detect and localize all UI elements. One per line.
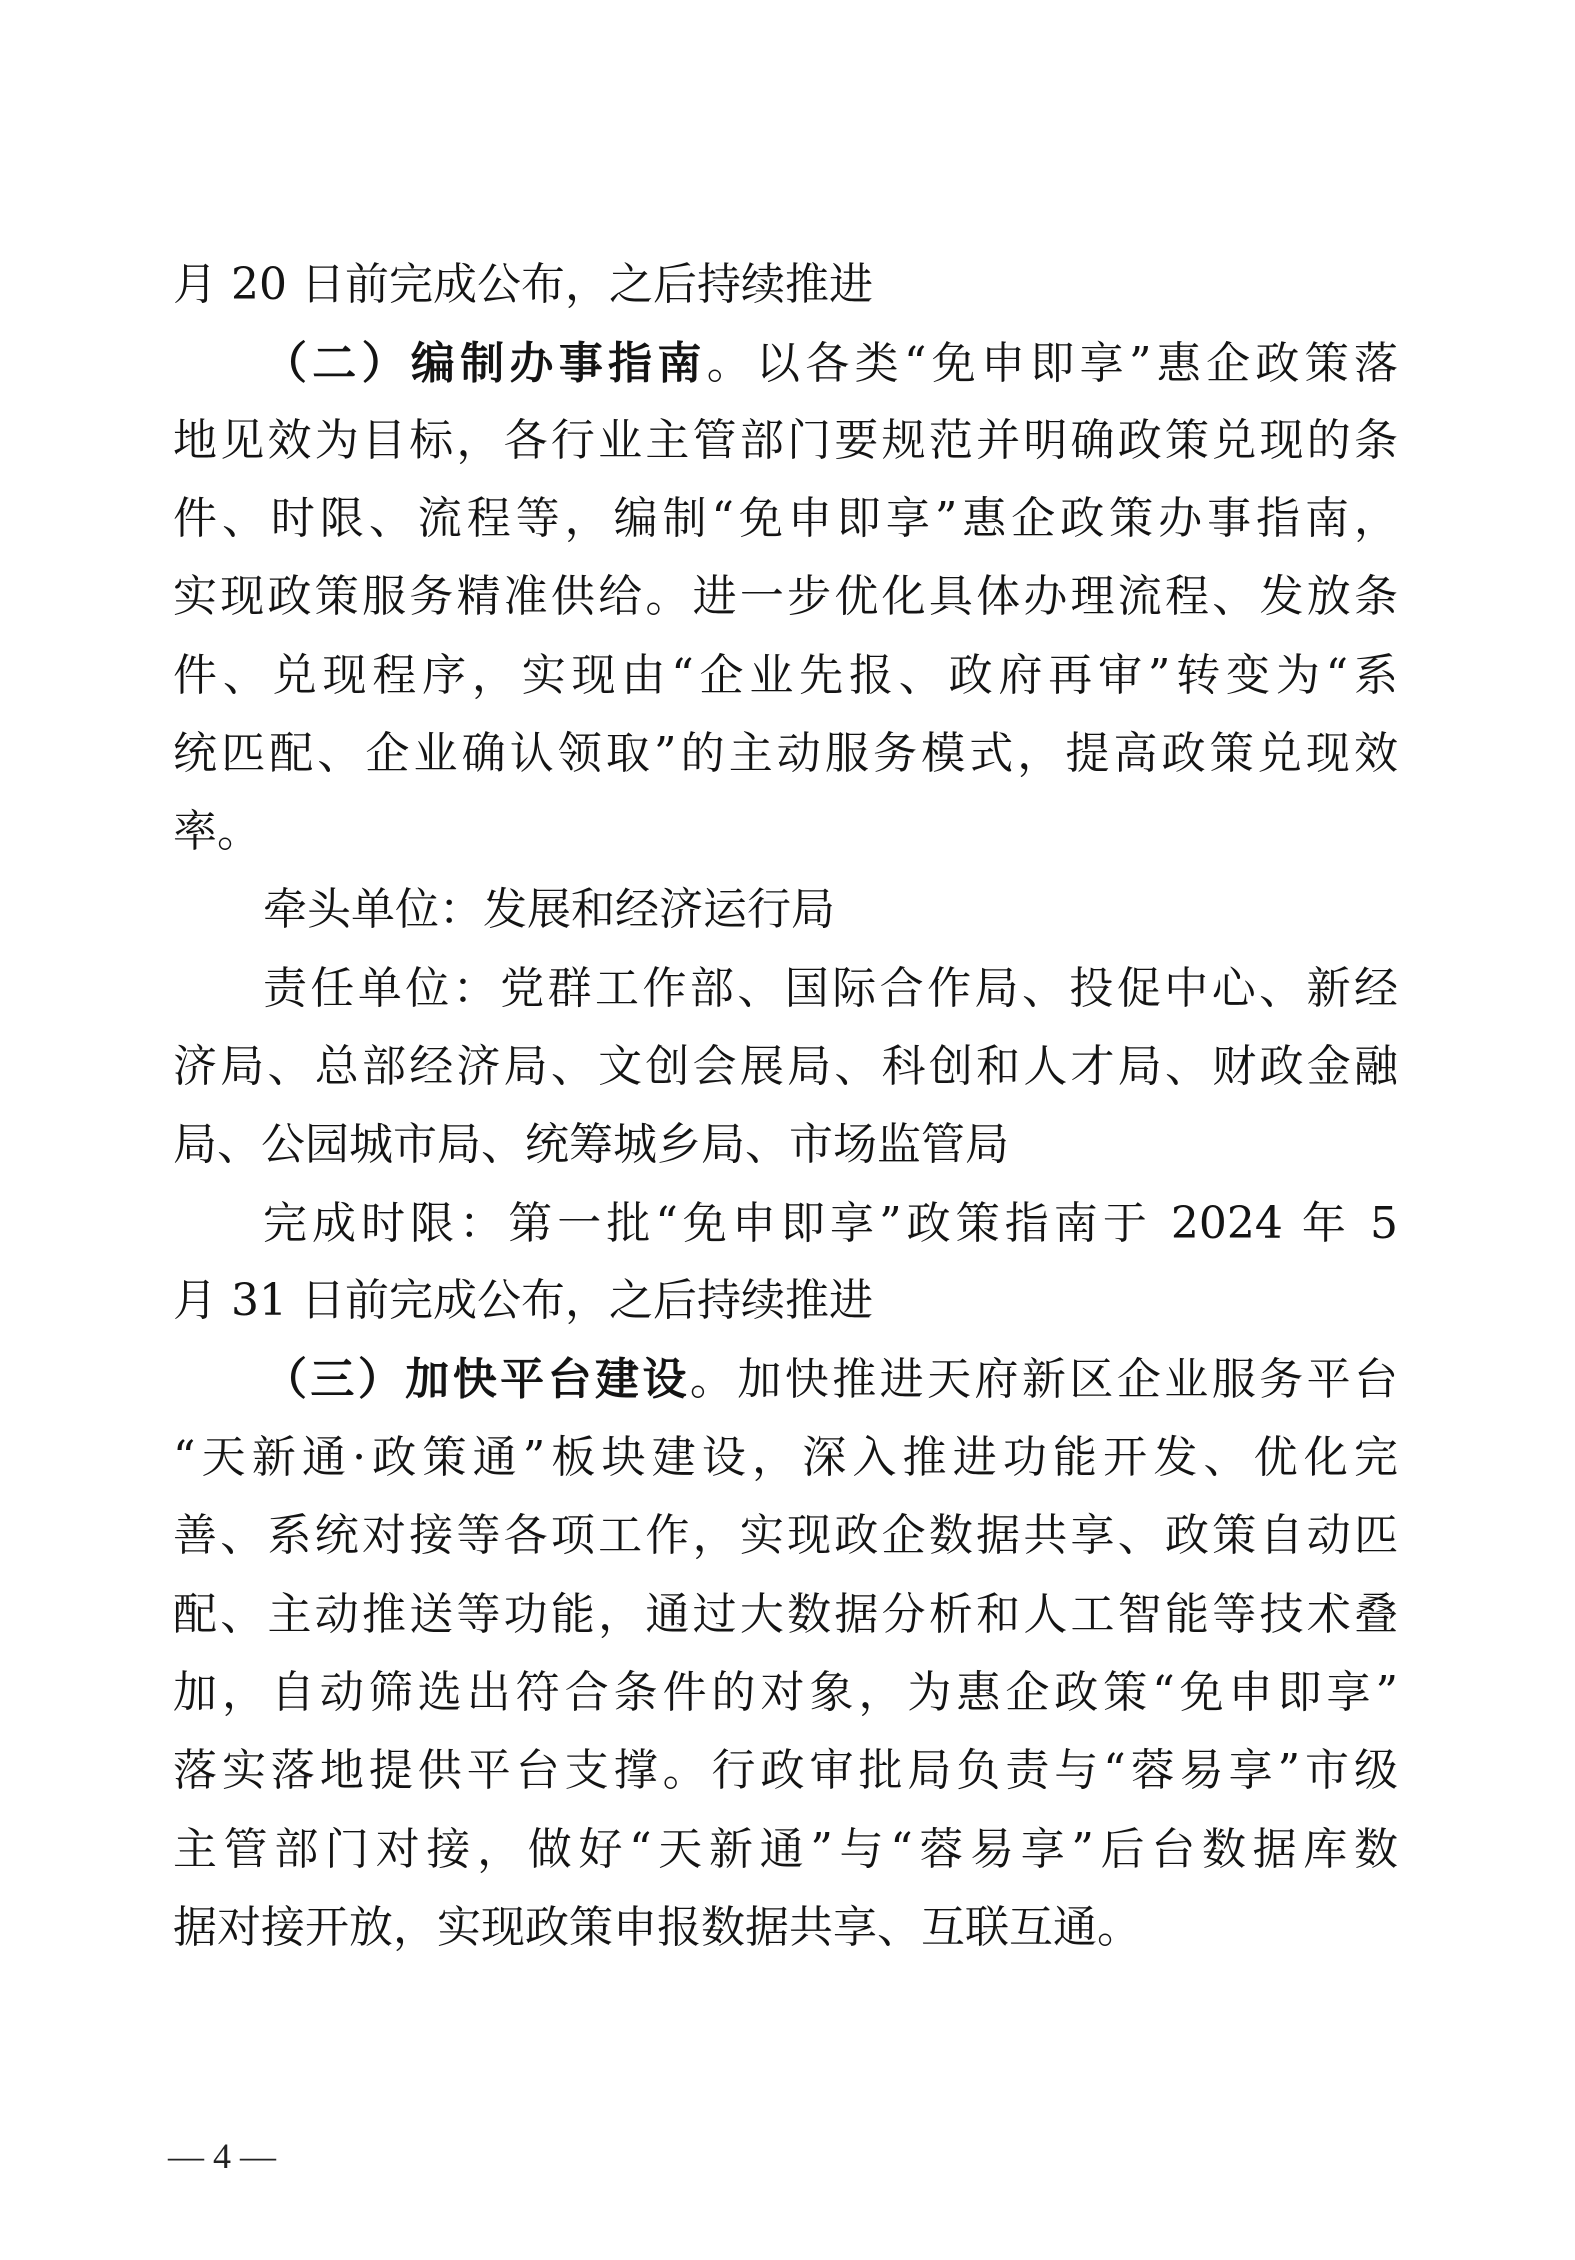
paragraph-line: 率。 xyxy=(173,806,261,857)
lead-unit-line: 牵头单位：发展和经济运行局 xyxy=(263,884,835,935)
responsible-unit-line: 济局、总部经济局、文创会展局、科创和人才局、财政金融 xyxy=(173,1041,1398,1092)
responsible-unit-line: 局、公园城市局、统筹城乡局、市场监管局 xyxy=(173,1119,1009,1170)
paragraph-line: 统匹配、企业确认领取”的主动服务模式，提高政策兑现效 xyxy=(173,728,1398,779)
paragraph-line: 加，自动筛选出符合条件的对象，为惠企政策“免申即享” xyxy=(173,1667,1398,1718)
paragraph-line: 件、时限、流程等，编制“免申即享”惠企政策办事指南， xyxy=(173,493,1398,544)
paragraph-line: 实现政策服务精准供给。进一步优化具体办理流程、发放条 xyxy=(173,571,1398,622)
deadline-line: 完成时限：第一批“免申即享”政策指南于 2024 年 5 xyxy=(263,1198,1398,1249)
page-number: — 4 — xyxy=(168,2136,276,2176)
section-heading: （二）编制办事指南 xyxy=(263,338,707,389)
responsible-unit-line: 责任单位：党群工作部、国际合作局、投促中心、新经 xyxy=(263,963,1398,1014)
deadline-line: 月 31 日前完成公布，之后持续推进 xyxy=(173,1275,873,1326)
paragraph-line: 主管部门对接，做好“天新通”与“蓉易享”后台数据库数 xyxy=(173,1824,1398,1875)
section-heading: （三）加快平台建设 xyxy=(263,1354,690,1405)
section-two-line xyxy=(263,322,1398,406)
paragraph-line: 件、兑现程序，实现由“企业先报、政府再审”转变为“系 xyxy=(173,650,1398,701)
paragraph-line: 据对接开放，实现政策申报数据共享、互联互通。 xyxy=(173,1902,1141,1953)
paragraph-line: 善、系统对接等各项工作，实现政企数据共享、政策自动匹 xyxy=(173,1510,1398,1561)
paragraph-line: 地见效为目标，各行业主管部门要规范并明确政策兑现的条 xyxy=(173,415,1398,466)
section-three-lead-text: 。加快推进天府新区企业服务平台 xyxy=(689,1354,1399,1405)
paragraph-line: 配、主动推送等功能，通过大数据分析和人工智能等技术叠 xyxy=(173,1589,1398,1640)
section-three-line xyxy=(263,1338,1398,1422)
section-two-lead-text: 。以各类“免申即享”惠企政策落 xyxy=(706,338,1398,389)
paragraph-line: “天新通·政策通”板块建设，深入推进功能开发、优化完 xyxy=(173,1432,1398,1483)
paragraph-line: 落实落地提供平台支撑。行政审批局负责与“蓉易享”市级 xyxy=(173,1745,1398,1796)
paragraph-line: 月 20 日前完成公布，之后持续推进 xyxy=(173,259,873,310)
